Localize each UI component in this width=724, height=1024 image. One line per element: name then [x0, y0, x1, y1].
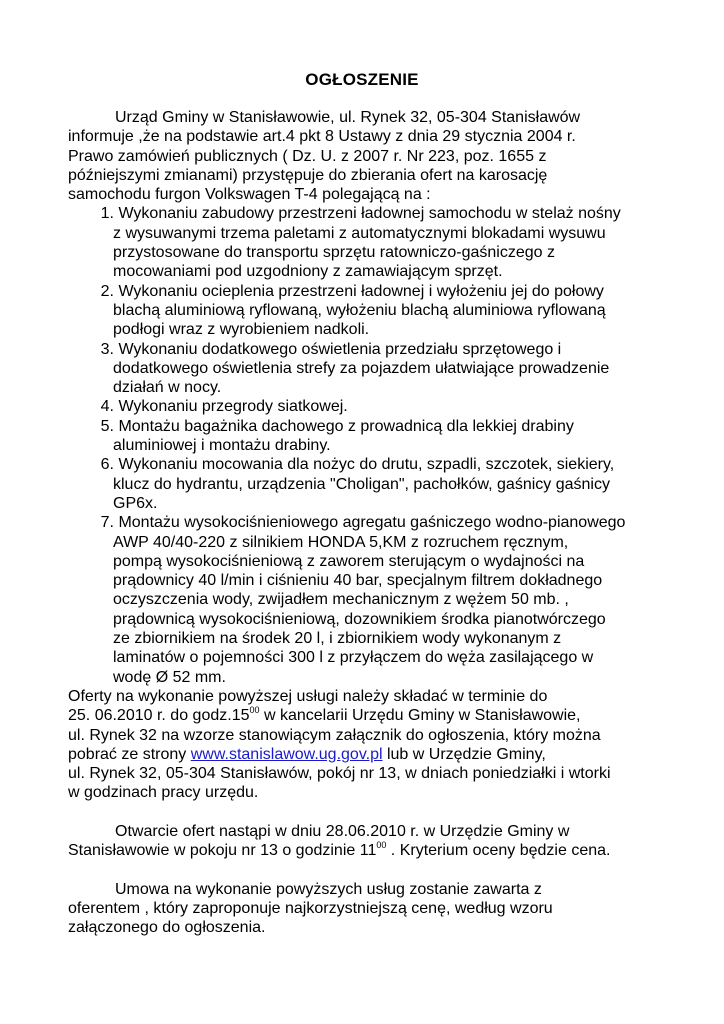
list-item-text: Montażu bagażnika dachowego z prowadnicą dla lekkiej drabiny: [118, 417, 574, 435]
list-item-text: pompą wysokociśnieniową z zaworem sterującym o wydajności na: [113, 552, 585, 570]
list-item-text: Wykonaniu zabudowy przestrzeni ładownej samochodu w stelaż nośny: [118, 205, 621, 223]
intro-line: późniejszymi zmianami) przystępuje do zbierania ofert na karosację: [68, 166, 548, 184]
list-item: [68, 417, 688, 456]
list-item-text: aluminiowej i montażu drabiny.: [113, 437, 331, 455]
time-superscript: 00: [376, 840, 387, 851]
offers-paragraph: [68, 687, 688, 803]
list-item-text: wodę Ø 52 mm.: [113, 668, 226, 686]
list-item-text: oczyszczenia wody, zwijadłem mechanicznym z wężem 50 mb. ,: [113, 591, 569, 609]
list-item-text: podłogi wraz z wyrobieniem nadkoli.: [113, 321, 370, 339]
offers-line: [68, 706, 688, 725]
offers-line: ul. Rynek 32 na wzorze stanowiącym załącznik do ogłoszenia, który można: [68, 726, 601, 744]
offers-location-text: w kancelarii Urzędu Gminy w Stanisławowie,: [259, 707, 581, 725]
list-item-text: ze zbiornikiem na środek 20 l, i zbiornikiem wody wykonanym z: [113, 630, 562, 648]
intro-paragraph: [68, 108, 688, 204]
opening-line: Otwarcie ofert nastąpi w dniu 28.06.2010 r. w Urzędzie Gminy w: [115, 822, 570, 840]
list-item-text: klucz do hydrantu, urządzenia "Choligan", pachołków, gaśnicy gaśnicy: [113, 475, 610, 493]
list-item-text: AWP 40/40-220 z silnikiem HONDA 5,KM z rozruchem ręcznym,: [113, 533, 569, 551]
work-items-list: [68, 204, 688, 686]
offers-line: ul. Rynek 32, 05-304 Stanisławów, pokój nr 13, w dniach poniedziałki i wtorki: [68, 765, 611, 783]
list-item-text: GP6x.: [113, 494, 158, 512]
intro-line: Urząd Gminy w Stanisławowie, ul. Rynek 32, 05-304 Stanisławów: [115, 109, 581, 126]
offers-deadline-text: 25. 06.2010 r. do godz.15: [68, 707, 250, 725]
list-item-number: 5.: [100, 417, 114, 435]
opening-time-text: Stanisławowie w pokoju nr 13 o godzinie 11: [68, 842, 377, 860]
intro-line: samochodu furgon Volkswagen T-4 polegającą na :: [68, 186, 431, 204]
offers-line: w godzinach pracy urzędu.: [68, 784, 259, 802]
list-item: [68, 282, 688, 340]
list-item-number: 6.: [100, 456, 114, 474]
list-item-text: Wykonaniu ocieplenia przestrzeni ładownej i wyłożeniu jej do połowy: [118, 282, 604, 300]
page-title: OGŁOSZENIE: [305, 70, 419, 89]
website-link[interactable]: www.stanislawow.ug.gov.pl: [190, 745, 383, 763]
list-item-text: Montażu wysokociśnieniowego agregatu gaśniczego wodno-pianowego: [118, 514, 626, 532]
opening-line: [68, 841, 688, 860]
intro-line: informuje ,że na podstawie art.4 pkt 8 Ustawy z dnia 29 stycznia 2004 r.: [68, 128, 576, 146]
list-item-text: przystosowane do transportu sprzętu ratowniczo-gaśniczego z: [113, 244, 555, 262]
offers-line: [68, 745, 688, 764]
contract-line: Umowa na wykonanie powyższych usług zostanie zawarta z: [115, 880, 542, 898]
list-item: [68, 455, 688, 513]
list-item-text: dodatkowego oświetlenia strefy za pojazdem ułatwiające prowadzenie: [113, 359, 610, 377]
list-item-text: z wysuwanymi trzema paletami z automatycznymi blokadami wysuwu: [113, 224, 606, 242]
time-superscript: 00: [249, 705, 260, 716]
offers-download-text: pobrać ze strony: [68, 745, 191, 763]
contract-paragraph: [68, 880, 688, 938]
contract-line: załączonego do ogłoszenia.: [68, 919, 266, 937]
offers-office-text: lub w Urzędzie Gminy,: [382, 745, 546, 763]
list-item-number: 3.: [100, 340, 114, 358]
list-item-text: laminatów o pojemności 300 l z przyłączem do węża zasilającego w: [113, 649, 594, 667]
opening-paragraph: [68, 822, 688, 861]
list-item-text: działań w nocy.: [113, 379, 222, 397]
list-item-text: prądownicą wysokociśnieniową, dozownikiem środka pianotwórczego: [113, 610, 606, 628]
list-item: [68, 204, 688, 281]
criterion-text: . Kryterium oceny będzie cena.: [386, 842, 611, 860]
intro-line: Prawo zamówień publicznych ( Dz. U. z 2007 r. Nr 223, poz. 1655 z: [68, 147, 547, 165]
list-item-text: mocowaniami pod uzgodniony z zamawiającym sprzęt.: [113, 263, 503, 281]
document-body: [68, 108, 688, 938]
list-item: [68, 513, 688, 687]
list-item-text: Wykonaniu dodatkowego oświetlenia przedziału sprzętowego i: [118, 340, 562, 358]
list-item-text: Wykonaniu mocowania dla nożyc do drutu, szpadli, szczotek, siekiery,: [118, 456, 615, 474]
offers-line: Oferty na wykonanie powyższej usługi należy składać w terminie do: [68, 687, 548, 705]
list-item-number: 1.: [100, 205, 114, 223]
list-item-number: 7.: [100, 514, 114, 532]
contract-line: oferentem , który zaproponuje najkorzystniejszą cenę, według wzoru: [68, 900, 553, 918]
list-item-number: 2.: [100, 282, 114, 300]
list-item-text: Wykonaniu przegrody siatkowej.: [118, 398, 348, 416]
list-item-text: prądownicy 40 l/min i ciśnieniu 40 bar, specjalnym filtrem dokładnego: [113, 572, 603, 590]
list-item: [68, 397, 688, 416]
list-item: [68, 340, 688, 398]
list-item-text: blachą aluminiową ryflowaną, wyłożeniu blachą aluminiowa ryflowaną: [113, 301, 606, 319]
list-item-number: 4.: [100, 398, 114, 416]
